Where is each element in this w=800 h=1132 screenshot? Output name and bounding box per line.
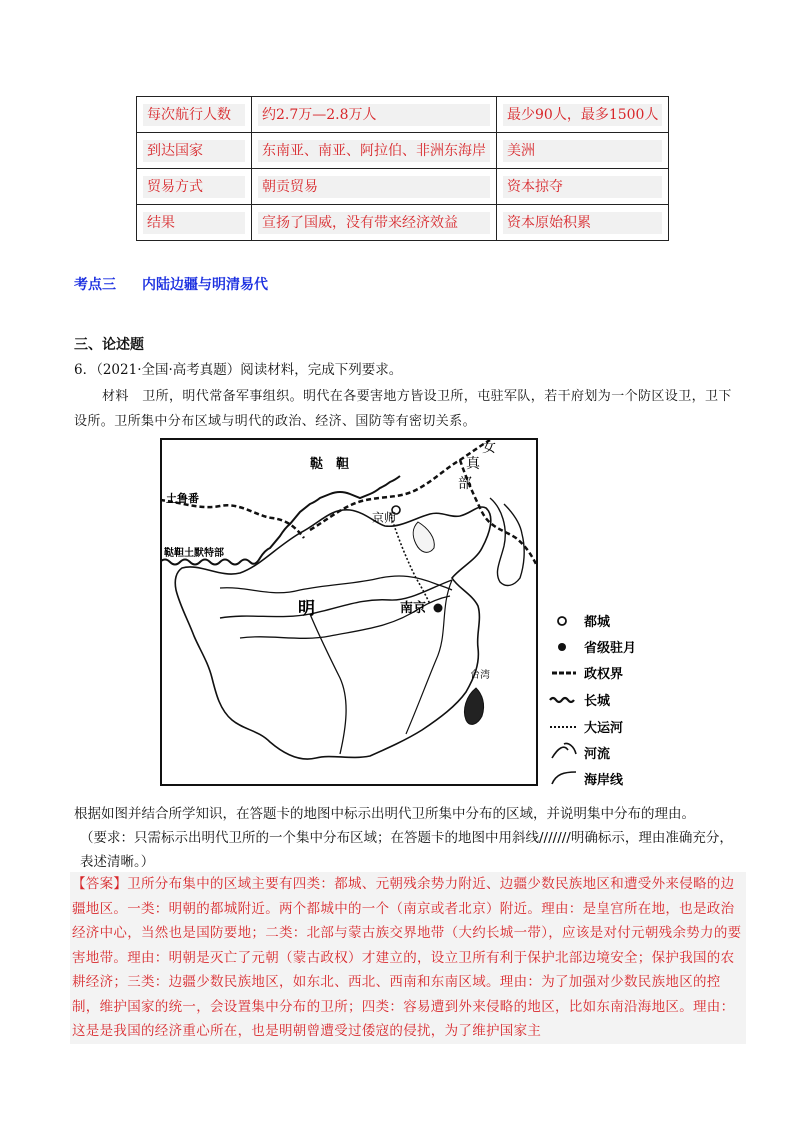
- province-line: [310, 614, 346, 754]
- map-label-wala: 鞑靼土默特部: [164, 548, 224, 559]
- table-cell: 东南亚、南亚、阿拉伯、非洲东海岸: [258, 140, 490, 162]
- table-cell: 约2.7万—2.8万人: [258, 104, 490, 126]
- map-label-nuzhen: 部: [458, 476, 472, 492]
- yellow-river-line: [220, 576, 452, 593]
- answer-text: 卫所分布集中的区域主要有四类：都城、元朝残余势力附近、边疆少数民族地区和遭受外来侵略的边疆地区。一类：明朝的都城附近。两个都城中的一个（南京或者北京）附近。理由：是皇宫所在地，也是政治经济中心，当然也是国防要地；二类：北部与蒙古族交界地带（大约长城一带），应该是对付元朝残余势力的要害地带。理由：明朝是灭亡了元朝（蒙古政权）才建立的，设立卫所有利于保护北部边境安全；保护我国的农耕经济；三类：边疆少数民族地区，如东北、西北、西南和东南区域。理由：为了加强对少数民族地区的控制，维护国家的统一，会设置集中分布的卫所；四类：容易遭到外来侵略的地区，比如东南沿海地区。理由：这是是我国的经济重心所在，也是明朝曾遭受过倭寇的侵扰，为了维护国家主: [72, 876, 742, 1039]
- map-label-tatar: 鞑 靼: [310, 457, 350, 472]
- table-cell: 资本掠夺: [503, 176, 662, 198]
- map-label-nanjing: 南京: [400, 601, 427, 616]
- table-cell: 美洲: [503, 140, 662, 162]
- table-cell: 资本原始积累: [503, 212, 662, 234]
- legend-label: 海岸线: [584, 773, 624, 788]
- map-label-nuzhen: 真: [466, 456, 480, 472]
- answer-tag: 【答案】: [72, 876, 128, 892]
- table-cell: 结果: [143, 212, 245, 234]
- legend-label: 都城: [584, 615, 611, 630]
- prompt-line: 根据如图并结合所学知识，在答题卡的地图中标示出明代卫所集中分布的区域，并说明集中分布的理由。: [74, 806, 695, 822]
- legend-label: 河流: [584, 747, 611, 762]
- question-type-heading: 三、论述题: [74, 337, 144, 353]
- legend-label: 省级驻月: [584, 641, 637, 656]
- capital-icon: [558, 617, 566, 625]
- table-row: [137, 169, 669, 205]
- table-cell: 每次航行人数: [143, 104, 245, 126]
- ming-map-figure: [160, 438, 640, 788]
- map-label-capital: 京师: [372, 511, 397, 525]
- material-paragraph: 材料 卫所，明代常备军事组织。明代在各要害地方皆设卫所，屯驻军队，若干府划为一个防区设卫，卫下设所。卫所集中分布区域与明代的政治、经济、国防等有密切关系。: [74, 389, 732, 429]
- section-heading: [74, 274, 268, 294]
- legend-label: 政权界: [584, 667, 624, 682]
- map-label-nuzhen: 女: [482, 440, 496, 456]
- legend-label: 大运河: [584, 721, 624, 736]
- answer-block: [70, 872, 746, 1044]
- map-legend: [550, 614, 636, 788]
- table-row: [137, 97, 669, 133]
- map-label-ming: 明: [298, 599, 315, 619]
- table-cell: 最少90人，最多1500人: [503, 104, 662, 126]
- map-frame: [161, 439, 537, 785]
- provincial-seat-icon: [558, 643, 566, 651]
- question-prompt: [74, 802, 736, 874]
- table-cell: 宣扬了国威，没有带来经济效益: [258, 212, 490, 234]
- prompt-requirements: （要求：只需标示出明代卫所的一个集中分布区域；在答题卡的地图中用斜线///////明确标示，理由准确充分，表述清晰。）: [80, 830, 733, 870]
- table-cell: 贸易方式: [143, 176, 245, 198]
- table-cell: 朝贡贸易: [258, 176, 490, 198]
- table-row: [137, 205, 669, 241]
- map-label-tulufan: 土鲁番: [166, 492, 199, 505]
- river-icon: [552, 743, 576, 758]
- table-row: [137, 133, 669, 169]
- map-label-taiwan: 台湾: [470, 670, 490, 681]
- table-cell: 到达国家: [143, 140, 245, 162]
- provincial-seat-icon: [434, 604, 443, 613]
- coastline-icon: [552, 772, 576, 784]
- legend-label: 长城: [584, 694, 611, 709]
- comparison-table: [136, 96, 669, 241]
- question-intro: 6．（2021·全国·高考真题）阅读材料，完成下列要求。: [74, 362, 403, 378]
- taiwan-island: [464, 688, 483, 724]
- section-title-text: 内陆边疆与明清易代: [142, 277, 268, 293]
- section-label: 考点三: [74, 277, 116, 293]
- great-wall-icon: [550, 698, 574, 702]
- bay-shape: [413, 522, 434, 552]
- map-svg: [160, 438, 640, 788]
